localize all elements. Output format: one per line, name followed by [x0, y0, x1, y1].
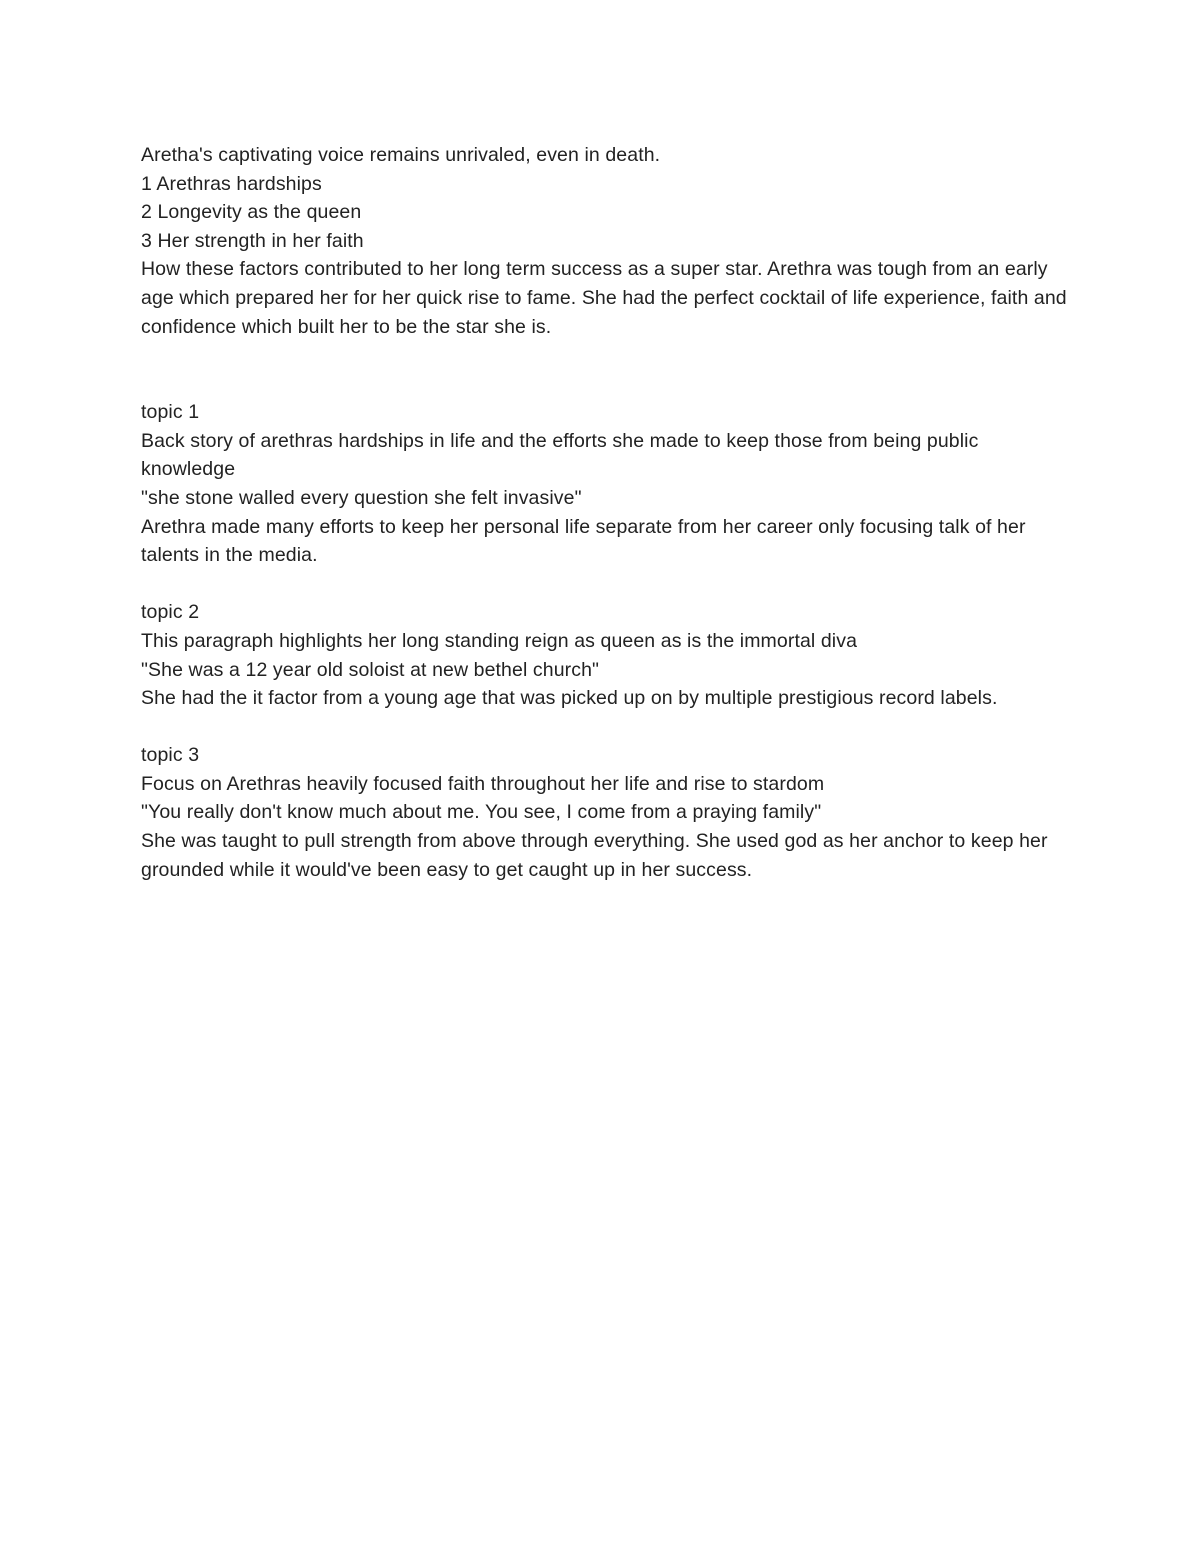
- spacer: [141, 341, 1071, 398]
- point-3: 3 Her strength in her faith: [141, 229, 364, 252]
- topic-description: Focus on Arethras heavily focused faith throughout her life and rise to stardom: [141, 772, 825, 795]
- spacer: [141, 713, 1071, 742]
- topic-analysis: She was taught to pull strength from above through everything. She used god as her anchor to keep her grounded while it would've been easy to get caught up in her success.: [141, 830, 1048, 881]
- topic-analysis: Arethra made many efforts to keep her personal life separate from her career only focusing talk of her talents in the media.: [141, 515, 1026, 567]
- topic-heading: topic 2: [141, 601, 200, 624]
- topic-quote: "she stone walled every question she felt invasive": [141, 486, 582, 509]
- topic-description: Back story of arethras hardships in life and the efforts she made to keep those from being public knowledge: [141, 429, 979, 481]
- topic-1-section: [141, 398, 1071, 570]
- spacer: [141, 570, 1071, 599]
- point-2: 2 Longevity as the queen: [141, 201, 362, 224]
- topic-quote: "You really don't know much about me. You see, I come from a praying family": [141, 801, 822, 824]
- intro-summary: How these factors contributed to her long term success as a super star. Arethra was tough from an early age which prepared her for her quick rise to fame. She had the perfect cocktail of life experience, faith and confidence which built her to be the star she is.: [141, 258, 1067, 338]
- topic-heading: topic 3: [141, 744, 200, 767]
- topic-quote: "She was a 12 year old soloist at new bethel church": [141, 658, 600, 681]
- topic-analysis: She had the it factor from a young age that was picked up on by multiple prestigious record labels.: [141, 687, 998, 710]
- point-1: 1 Arethras hardships: [141, 172, 322, 195]
- topic-heading: topic 1: [141, 401, 200, 424]
- intro-section: [141, 141, 1071, 341]
- document-body: [141, 141, 1071, 884]
- thesis-statement: Aretha's captivating voice remains unrivaled, even in death.: [141, 144, 661, 166]
- topic-3-section: [141, 741, 1071, 884]
- topic-2-section: [141, 598, 1071, 712]
- topic-description: This paragraph highlights her long standing reign as queen as is the immortal diva: [141, 629, 858, 652]
